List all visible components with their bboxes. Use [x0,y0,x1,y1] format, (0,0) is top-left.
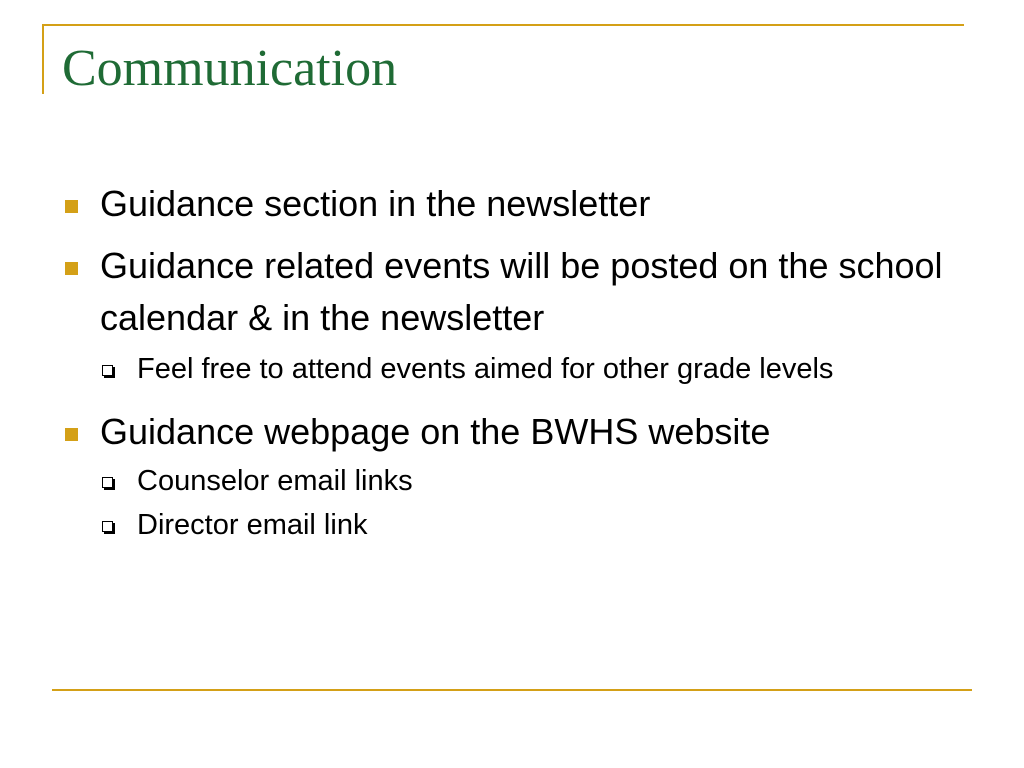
sub-bullet-item-other-grades [62,348,982,390]
slide-title: Communication [62,40,398,97]
hollow-square-bullet-icon [102,477,113,488]
bullet-item-events [62,240,982,344]
filled-square-bullet-icon [65,262,78,275]
top-accent-line [42,24,964,26]
sub-bullet-text: Feel free to attend events aimed for other grade levels [137,353,834,385]
bullet-item-webpage [62,406,982,458]
hollow-square-bullet-icon [102,521,113,532]
sub-bullet-item-counselor-links [62,460,982,502]
bottom-accent-line [52,689,972,691]
bullet-text: Guidance section in the newsletter [100,183,651,224]
bullet-text: Guidance related events will be posted on the school calendar & in the newsletter [100,245,943,338]
left-accent-line [42,24,44,94]
sub-bullet-item-director-link [62,504,982,546]
bullet-list [62,178,982,546]
bullet-item-newsletter [62,178,982,230]
hollow-square-bullet-icon [102,365,113,376]
filled-square-bullet-icon [65,200,78,213]
sub-bullet-text: Director email link [137,509,368,541]
filled-square-bullet-icon [65,428,78,441]
bullet-text: Guidance webpage on the BWHS website [100,411,771,452]
sub-bullet-text: Counselor email links [137,465,413,497]
